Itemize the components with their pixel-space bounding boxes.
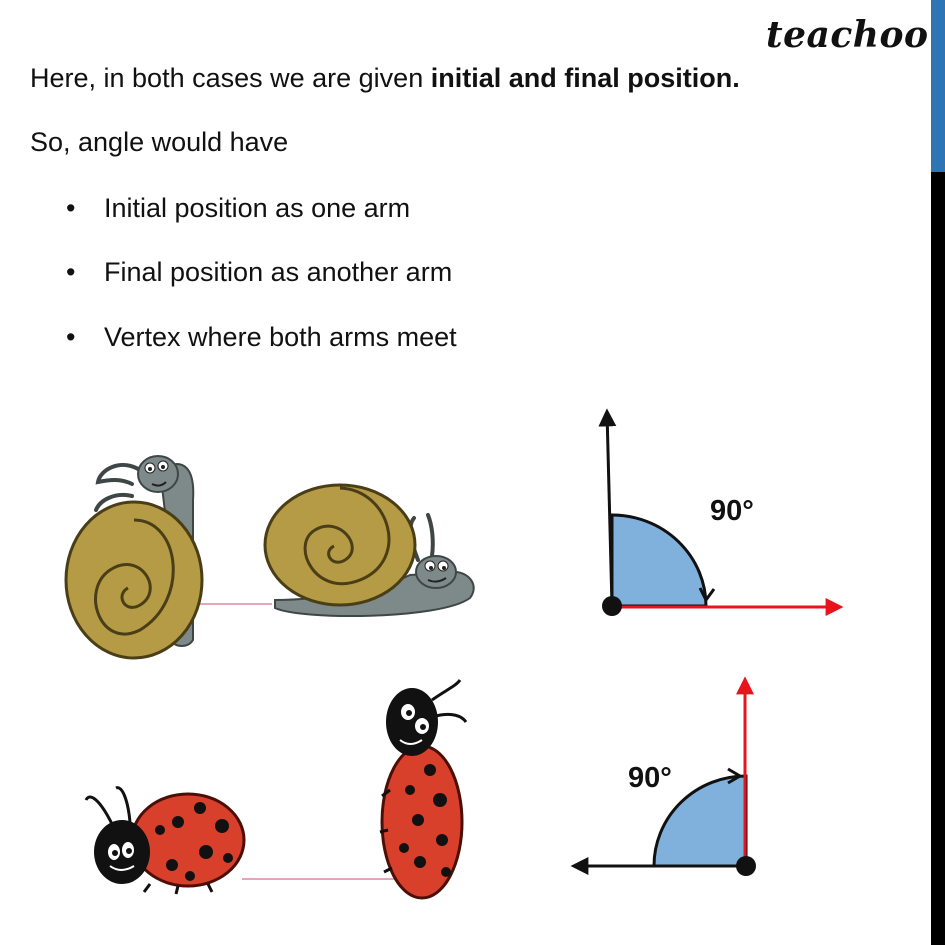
brand-logo: teachoo bbox=[766, 14, 929, 56]
bullet-dot: • bbox=[66, 322, 76, 352]
angle-diagram-bottom bbox=[574, 680, 756, 876]
bullet-text: Final position as another arm bbox=[104, 257, 453, 287]
bullet-dot: • bbox=[66, 193, 76, 223]
intro-bold: initial and final position. bbox=[430, 63, 740, 93]
bullet-text: Vertex where both arms meet bbox=[104, 322, 457, 352]
bullet-dot: • bbox=[66, 257, 76, 287]
lead-text: So, angle would have bbox=[30, 127, 289, 157]
vertex-point bbox=[736, 856, 756, 876]
angle-label: 90° bbox=[628, 762, 672, 794]
ladybug-pair-illustration bbox=[86, 680, 466, 898]
snail-pair-illustration bbox=[66, 456, 474, 658]
snail-horizontal bbox=[265, 485, 474, 616]
snail-upright bbox=[66, 456, 202, 658]
bullet-text: Initial position as one arm bbox=[104, 193, 411, 223]
angle-diagram-top bbox=[602, 412, 840, 616]
initial-arm bbox=[607, 412, 612, 606]
vertex-point bbox=[602, 596, 622, 616]
ladybug-horizontal bbox=[86, 788, 244, 894]
angle-label: 90° bbox=[710, 495, 754, 527]
angle-sector bbox=[612, 515, 706, 606]
ladybug-upright bbox=[380, 680, 466, 898]
intro-prefix: Here, in both cases we are given bbox=[30, 63, 431, 93]
